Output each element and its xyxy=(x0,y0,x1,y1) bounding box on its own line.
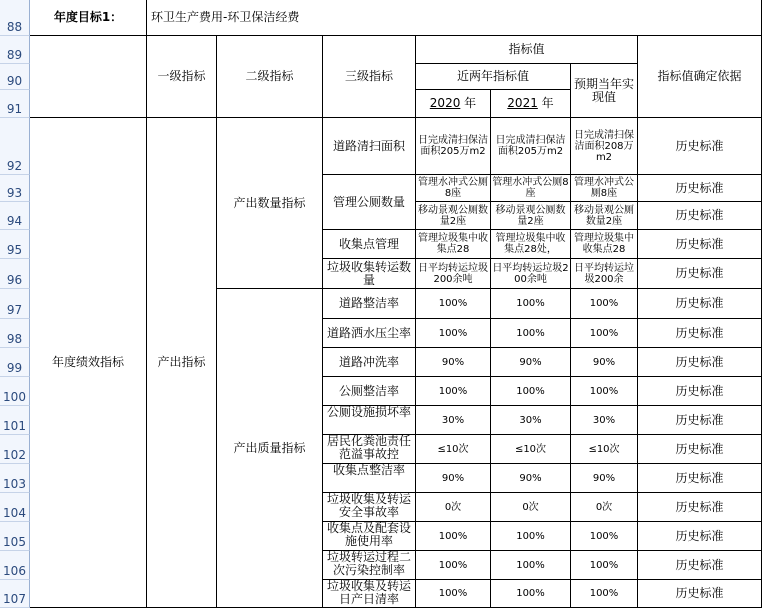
row-header[interactable]: 98 xyxy=(0,319,30,348)
row-header[interactable]: 99 xyxy=(0,348,30,377)
row-header[interactable]: 91 xyxy=(0,90,30,118)
basis-value[interactable]: 历史标准 xyxy=(638,289,762,319)
year-2021-suffix: 年 xyxy=(541,96,554,110)
value-expected[interactable]: 0次 xyxy=(571,493,638,522)
value-2021[interactable]: 100% xyxy=(491,551,571,580)
year-2020-number: 2020 xyxy=(429,96,461,110)
value-2020[interactable]: ≤10次 xyxy=(416,435,491,464)
value-2020[interactable]: 100% xyxy=(416,551,491,580)
level3-name[interactable]: 垃圾收集转运数量 xyxy=(323,259,416,289)
level3-name[interactable]: 收集点及配套设施使用率 xyxy=(323,522,416,551)
value-2021[interactable]: 90% xyxy=(491,464,571,493)
value-2021[interactable]: 100% xyxy=(491,289,571,319)
basis-value[interactable]: 历史标准 xyxy=(638,259,762,289)
header-level1[interactable]: 一级指标 xyxy=(147,36,217,118)
level3-name[interactable]: 道路清扫面积 xyxy=(323,118,416,175)
basis-value[interactable]: 历史标准 xyxy=(638,580,762,608)
row-header[interactable]: 95 xyxy=(0,230,30,259)
value-expected[interactable]: 100% xyxy=(571,580,638,608)
row-header[interactable]: 97 xyxy=(0,289,30,319)
header-basis[interactable]: 指标值确定依据 xyxy=(638,36,762,118)
basis-value[interactable]: 历史标准 xyxy=(638,464,762,493)
level3-name[interactable]: 道路洒水压尘率 xyxy=(323,319,416,348)
header-indicator-value[interactable]: 指标值 xyxy=(416,36,638,64)
value-2021[interactable]: 100% xyxy=(491,319,571,348)
level3-name[interactable]: 公厕设施损坏率 xyxy=(323,406,416,435)
value-2020[interactable]: 100% xyxy=(416,377,491,406)
value-2020[interactable]: 100% xyxy=(416,522,491,551)
output-indicator-cell[interactable]: 产出指标 xyxy=(147,118,217,608)
value-2020[interactable]: 100% xyxy=(416,319,491,348)
row-header[interactable]: 92 xyxy=(0,118,30,175)
level3-name[interactable]: 公厕整洁率 xyxy=(323,377,416,406)
annual-performance-cell[interactable]: 年度绩效指标 xyxy=(30,118,147,608)
value-2020[interactable]: 30% xyxy=(416,406,491,435)
row-header[interactable]: 96 xyxy=(0,259,30,289)
value-expected[interactable]: 100% xyxy=(571,551,638,580)
basis-value[interactable]: 历史标准 xyxy=(638,230,762,259)
header-level3[interactable]: 三级指标 xyxy=(323,36,416,118)
value-2021[interactable]: 管理水冲式公厕8座 xyxy=(491,175,571,202)
header-year-2020[interactable] xyxy=(416,90,491,118)
header-year-2021[interactable] xyxy=(491,90,571,118)
basis-value[interactable]: 历史标准 xyxy=(638,522,762,551)
year-2020-suffix: 年 xyxy=(464,96,477,110)
value-expected[interactable]: 100% xyxy=(571,522,638,551)
goal-value[interactable]: 环卫生产费用-环卫保洁经费 xyxy=(147,0,762,36)
value-2021[interactable]: 90% xyxy=(491,348,571,377)
header-level2[interactable]: 二级指标 xyxy=(217,36,323,118)
level3-name[interactable]: 收集点整洁率 xyxy=(323,464,416,493)
header-expected[interactable]: 预期当年实现值 xyxy=(571,64,638,118)
level3-name[interactable]: 管理公厕数量 xyxy=(323,175,416,230)
level3-name[interactable]: 道路冲洗率 xyxy=(323,348,416,377)
level3-name[interactable]: 垃圾收集及转运安全事故率 xyxy=(323,493,416,522)
value-expected[interactable]: 管理水冲式公厕8座 xyxy=(571,175,638,202)
quality-indicator-cell[interactable]: 产出质量指标 xyxy=(217,289,323,608)
value-expected[interactable]: 30% xyxy=(571,406,638,435)
row-header[interactable]: 100 xyxy=(0,377,30,406)
row-header[interactable]: 107 xyxy=(0,580,30,608)
row-header[interactable]: 104 xyxy=(0,493,30,522)
value-2021[interactable]: 日完成清扫保洁面积205万m2 xyxy=(491,118,571,175)
value-2020[interactable]: 0次 xyxy=(416,493,491,522)
basis-value[interactable]: 历史标准 xyxy=(638,319,762,348)
value-2021[interactable]: 移动景观公厕数量2座 xyxy=(491,202,571,230)
row-header[interactable]: 105 xyxy=(0,522,30,551)
value-2021[interactable]: 100% xyxy=(491,522,571,551)
value-2021[interactable]: 100% xyxy=(491,377,571,406)
row-header[interactable]: 103 xyxy=(0,464,30,493)
quantity-indicator-cell[interactable]: 产出数量指标 xyxy=(217,118,323,289)
level3-name[interactable]: 居民化粪池责任范溢事故控 xyxy=(323,435,416,464)
basis-value[interactable]: 历史标准 xyxy=(638,348,762,377)
row-header[interactable]: 90 xyxy=(0,64,30,90)
year-2021-number: 2021 xyxy=(507,96,538,110)
row-header[interactable]: 88 xyxy=(0,0,30,36)
basis-value[interactable]: 历史标准 xyxy=(638,435,762,464)
value-2020[interactable]: 100% xyxy=(416,580,491,608)
basis-value[interactable]: 历史标准 xyxy=(638,175,762,202)
value-expected[interactable]: 90% xyxy=(571,464,638,493)
level3-name[interactable]: 垃圾转运过程二次污染控制率 xyxy=(323,551,416,580)
goal-label[interactable]: 年度目标1： xyxy=(30,0,147,36)
value-2021[interactable]: 100% xyxy=(491,580,571,608)
row-header[interactable]: 93 xyxy=(0,175,30,202)
value-2020[interactable]: 管理水冲式公厕8座 xyxy=(416,175,491,202)
level3-name[interactable]: 收集点管理 xyxy=(323,230,416,259)
header-recent-two-years[interactable]: 近两年指标值 xyxy=(416,64,571,90)
row-header[interactable]: 89 xyxy=(0,36,30,64)
row-header[interactable]: 101 xyxy=(0,406,30,435)
value-2020[interactable]: 100% xyxy=(416,289,491,319)
header-blank[interactable] xyxy=(30,36,147,118)
level3-name[interactable]: 垃圾收集及转运日产日清率 xyxy=(323,580,416,608)
value-expected[interactable]: 100% xyxy=(571,319,638,348)
value-2020[interactable]: 日完成清扫保洁面积205万m2 xyxy=(416,118,491,175)
value-2020[interactable]: 管理垃圾集中收集点28 xyxy=(416,230,491,259)
value-2021[interactable]: ≤10次 xyxy=(491,435,571,464)
level3-name[interactable]: 道路整洁率 xyxy=(323,289,416,319)
basis-value[interactable]: 历史标准 xyxy=(638,118,762,175)
value-2020[interactable]: 90% xyxy=(416,464,491,493)
value-expected[interactable]: 100% xyxy=(571,289,638,319)
row-header[interactable]: 94 xyxy=(0,202,30,230)
value-expected[interactable]: 移动景观公厕数量2座 xyxy=(571,202,638,230)
value-2020[interactable]: 日平均转运垃圾200余吨 xyxy=(416,259,491,289)
basis-value[interactable]: 历史标准 xyxy=(638,493,762,522)
row-header[interactable]: 106 xyxy=(0,551,30,580)
row-header[interactable]: 102 xyxy=(0,435,30,464)
basis-value[interactable]: 历史标准 xyxy=(638,551,762,580)
value-2021[interactable]: 0次 xyxy=(491,493,571,522)
basis-value[interactable]: 历史标准 xyxy=(638,202,762,230)
value-2021[interactable]: 30% xyxy=(491,406,571,435)
basis-value[interactable]: 历史标准 xyxy=(638,406,762,435)
value-expected[interactable]: 日平均转运垃圾200余 xyxy=(571,259,638,289)
value-expected[interactable]: 日完成清扫保洁面积208万m2 xyxy=(571,118,638,175)
value-2021[interactable]: 日平均转运垃圾200余吨 xyxy=(491,259,571,289)
value-2021[interactable]: 管理垃圾集中收集点28处， xyxy=(491,230,571,259)
value-2020[interactable]: 移动景观公厕数量2座 xyxy=(416,202,491,230)
value-expected[interactable]: 管理垃圾集中收集点28 xyxy=(571,230,638,259)
value-expected[interactable]: ≤10次 xyxy=(571,435,638,464)
value-2020[interactable]: 90% xyxy=(416,348,491,377)
value-expected[interactable]: 90% xyxy=(571,348,638,377)
basis-value[interactable]: 历史标准 xyxy=(638,377,762,406)
value-expected[interactable]: 100% xyxy=(571,377,638,406)
